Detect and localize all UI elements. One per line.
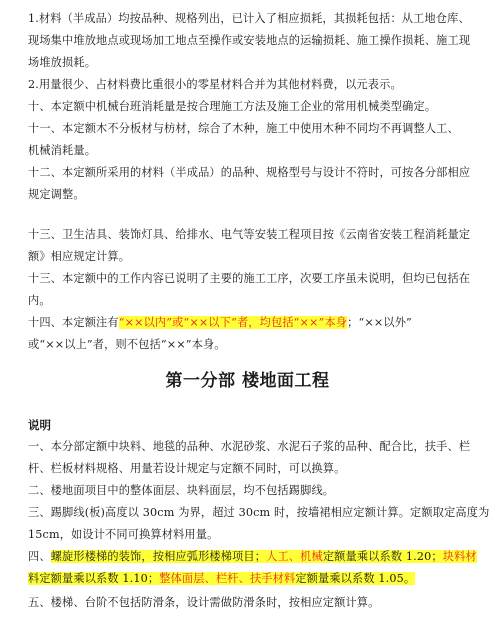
note-1-line-1: 一、本分部定额中块料、地毯的品种、水泥砂浆、水泥石子浆的品种、配合比，扶手、栏 [28, 440, 471, 453]
paragraph-13b-line-1: 十三、本定额中的工作内容已说明了主要的施工工序，次要工序虽未说明，但均已包括在 [28, 272, 471, 285]
paragraph-10-line-1: 十、本定额中机械台班消耗量是按合理施工方法及施工企业的常用机械类型确定。 [28, 100, 437, 113]
note-3-line-1: 三、踢脚线(板)高度以 30cm 为界，超过 30cm 时，按墙裙相应定额计算。定额取定高度为 [28, 506, 490, 519]
note-4-line-1 [28, 550, 477, 564]
paragraph-11-line-1: 十一、本定额木不分板材与枋材，综合了木种，施工中使用木种不同均不再调整人工、 [28, 122, 459, 135]
note-5-line-1: 五、楼梯、台阶不包括防滑条，设计需做防滑条时，按相应定额计算。 [28, 596, 380, 609]
paragraph-1-line-2: 现场集中堆放地点或现场加工地点至操作或安装地点的运输损耗、施工操作损耗、施工现 [28, 34, 471, 47]
paragraph-13a-line-1: 十三、卫生洁具、装饰灯具、给排水、电气等安装工程项目按《云南省安装工程消耗量定 [28, 228, 471, 241]
paragraph-13b-line-2: 内。 [28, 294, 51, 307]
paragraph-14-highlight: “××以内”或“××以下”者，均包括“××”本身 [118, 316, 348, 329]
paragraph-14-prefix: 十四、本定额注有 [28, 316, 119, 329]
paragraph-1-line-3: 场堆放损耗。 [28, 56, 97, 69]
note-1-line-2: 杆、栏板材料规格、用量若设计规定与定额不同时，可以换算。 [28, 462, 346, 475]
paragraph-1-line-1: 1.材料（半成品）均按品种、规格列出，已计入了相应损耗，其损耗包括：从工地仓库、 [28, 12, 470, 25]
paragraph-14-suffix: ；“××以外” [347, 316, 412, 329]
paragraph-12-line-1: 十二、本定额所采用的材料（半成品）的品种、规格型号与设计不符时，可按各分部相应 [28, 166, 471, 179]
note-2-line-1: 二、楼地面项目中的整体面层、块料面层，均不包括踢脚线。 [28, 484, 335, 497]
note-4-line-2 [28, 572, 473, 586]
note-4-factor-105: 定额量乘以系数 1.05。 [295, 572, 416, 585]
paragraph-14-line-2: 或“××以上”者，则不包括“××”本身。 [28, 338, 226, 351]
note-3-line-2: 15cm，如设计不同可换算材料用量。 [28, 528, 219, 541]
paragraph-2-line-1: 2.用量很少、占材料费比重很小的零星材料合并为其他材料费，以元表示。 [28, 78, 402, 91]
note-4-labor-machine: 人工、机械 [266, 550, 323, 563]
note-4-spiral-stairs: 螺旋形楼梯的装饰，按相应弧形楼梯项目； [50, 550, 267, 563]
paragraph-14-line-1 [28, 316, 473, 330]
note-4-factor-110: 料定额量乘以系数 1.10； [28, 572, 160, 585]
note-4-factor-120: 定额量乘以系数 1.20； [322, 550, 443, 563]
note-4-overall-surface: 整体面层、栏杆、扶手材料 [159, 572, 296, 585]
paragraph-11-line-2: 机械消耗量。 [28, 144, 97, 157]
paragraph-13a-line-2: 额》相应规定计算。 [28, 250, 131, 263]
paragraph-12-line-2: 规定调整。 [28, 188, 85, 201]
note-4-number: 四、 [28, 550, 51, 563]
section-title: 第一分部 楼地面工程 [165, 371, 330, 391]
note-4-block-material: 块料材 [442, 550, 477, 563]
notes-heading: 说明 [28, 418, 51, 432]
